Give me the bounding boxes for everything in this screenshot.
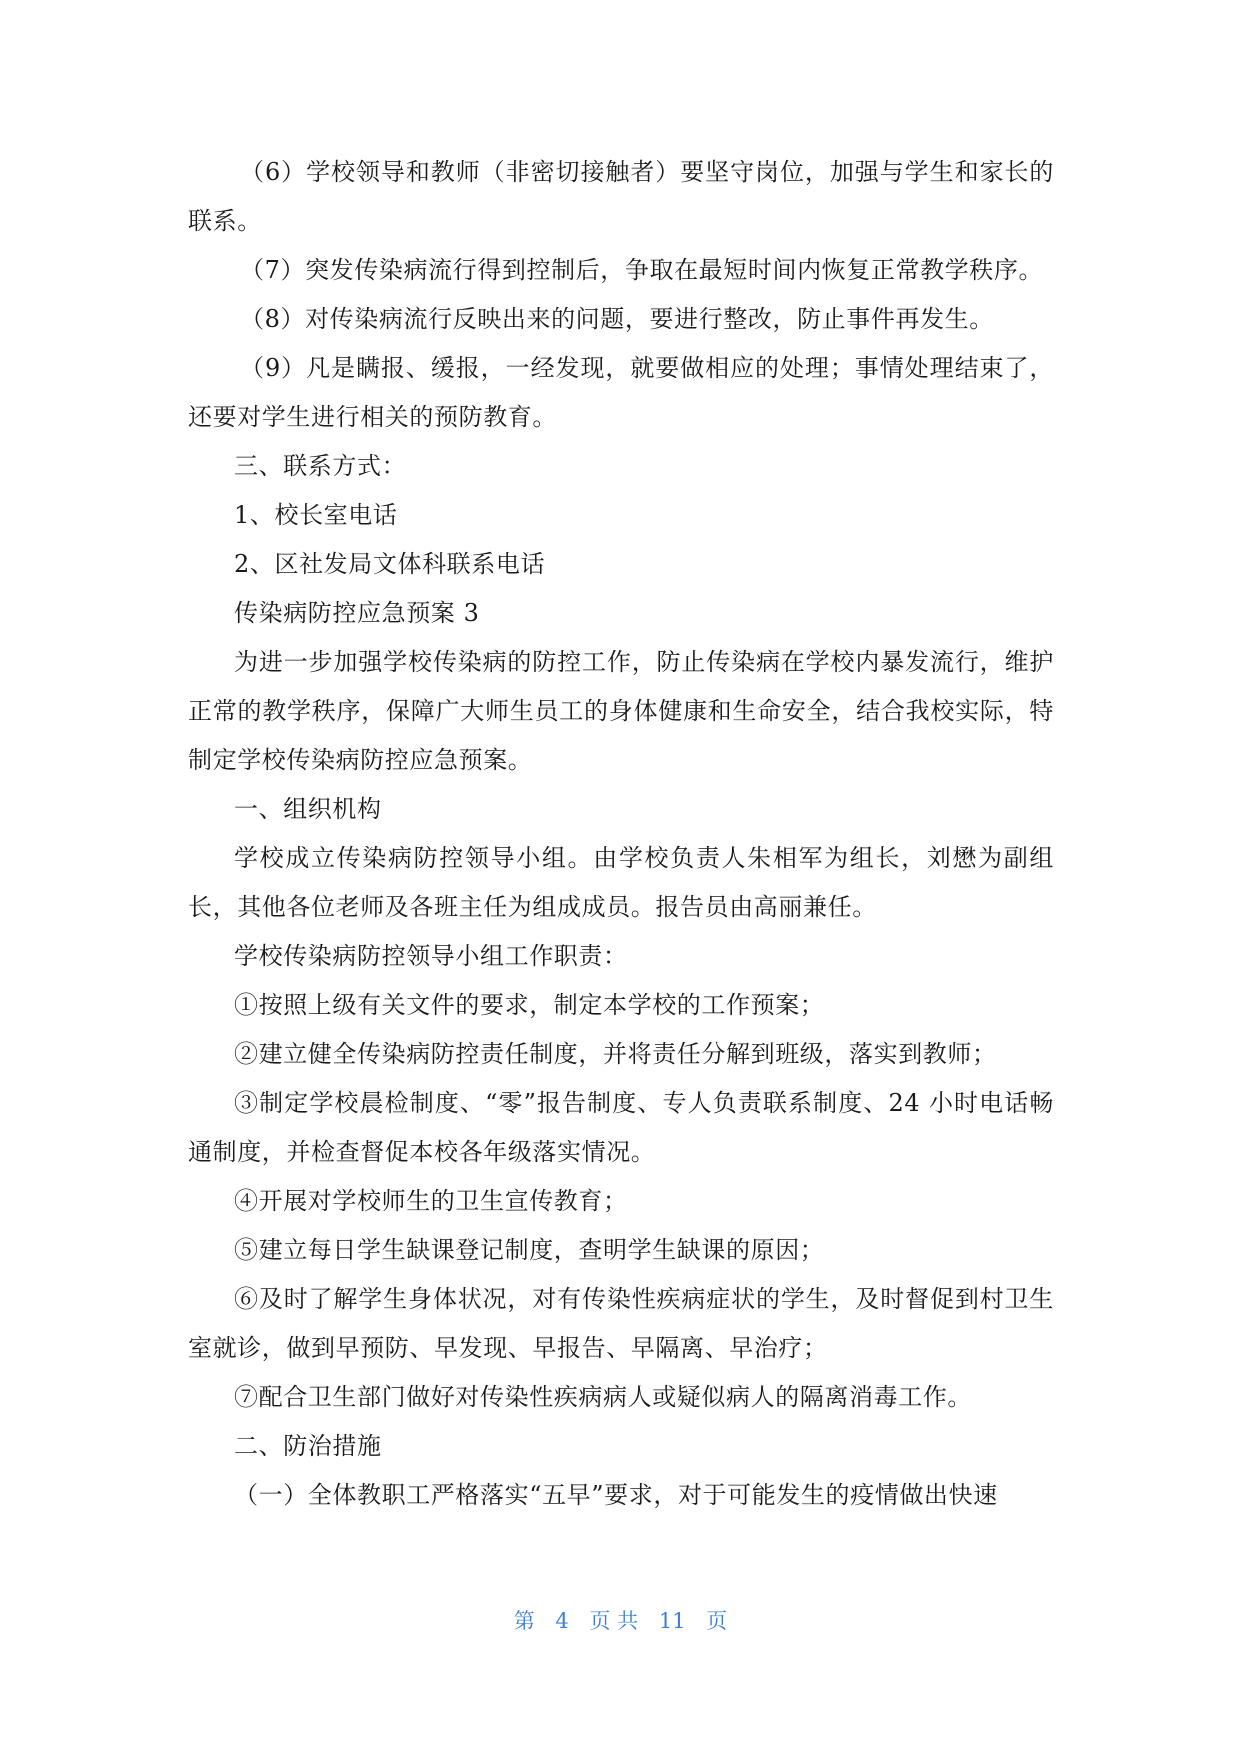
paragraph-item-9: （9）凡是瞒报、缓报，一经发现，就要做相应的处理；事情处理结束了，还要对学生进行相关的预防教育。 xyxy=(188,354,1054,431)
section-heading-measures: 二、防治措施 xyxy=(234,1432,382,1460)
duty-item-2: ②建立健全传染病防控责任制度，并将责任分解到班级，落实到教师； xyxy=(234,1040,997,1068)
duty-item-1: ①按照上级有关文件的要求，制定本学校的工作预案； xyxy=(234,991,825,1019)
paragraph-item-7: （7）突发传染病流行得到控制后，争取在最短时间内恢复正常教学秩序。 xyxy=(240,256,1044,284)
paragraph-item-6: （6）学校领导和教师（非密切接触者）要坚守岗位，加强与学生和家长的联系。 xyxy=(188,158,1054,235)
section-heading-contact: 三、联系方式： xyxy=(234,452,407,480)
duty-item-6: ⑥及时了解学生身体状况，对有传染性疾病症状的学生，及时督促到村卫生室就诊，做到早预防、早发现、早报告、早隔离、早治疗； xyxy=(188,1285,1054,1362)
plan-intro: 为进一步加强学校传染病的防控工作，防止传染病在学校内暴发流行，维护正常的教学秩序，保障广大师生员工的身体健康和生命安全，结合我校实际，特制定学校传染病防控应急预案。 xyxy=(188,648,1054,774)
document-body xyxy=(188,148,1054,1520)
duty-item-4: ④开展对学校师生的卫生宣传教育； xyxy=(234,1187,628,1215)
section-heading-organization: 一、组织机构 xyxy=(234,795,382,823)
organization-paragraph: 学校成立传染病防控领导小组。由学校负责人朱相军为组长，刘懋为副组长，其他各位老师及各班主任为组成成员。报告员由高丽兼任。 xyxy=(188,844,1054,921)
footer-middle: 页 共 xyxy=(589,1609,639,1633)
footer-total-pages: 11 xyxy=(658,1609,686,1633)
footer-prefix: 第 xyxy=(513,1609,535,1633)
page-footer xyxy=(0,1605,1241,1635)
footer-suffix: 页 xyxy=(706,1609,728,1633)
measure-item-1: （一）全体教职工严格落实“五早”要求，对于可能发生的疫情做出快速 xyxy=(234,1481,998,1509)
paragraph-item-8: （8）对传染病流行反映出来的问题，要进行整改，防止事件再发生。 xyxy=(240,305,994,333)
duties-heading: 学校传染病防控领导小组工作职责： xyxy=(234,942,628,970)
duty-item-7: ⑦配合卫生部门做好对传染性疾病病人或疑似病人的隔离消毒工作。 xyxy=(234,1383,972,1411)
contact-bureau-phone: 2、区社发局文体科联系电话 xyxy=(234,550,546,578)
plan-title: 传染病防控应急预案 3 xyxy=(234,599,480,627)
contact-principal-phone: 1、校长室电话 xyxy=(234,501,398,529)
duty-item-5: ⑤建立每日学生缺课登记制度，查明学生缺课的原因； xyxy=(234,1236,825,1264)
duty-item-3: ③制定学校晨检制度、“零”报告制度、专人负责联系制度、24 小时电话畅通制度，并检查督促本校各年级落实情况。 xyxy=(188,1089,1054,1166)
footer-current-page: 4 xyxy=(555,1609,569,1633)
